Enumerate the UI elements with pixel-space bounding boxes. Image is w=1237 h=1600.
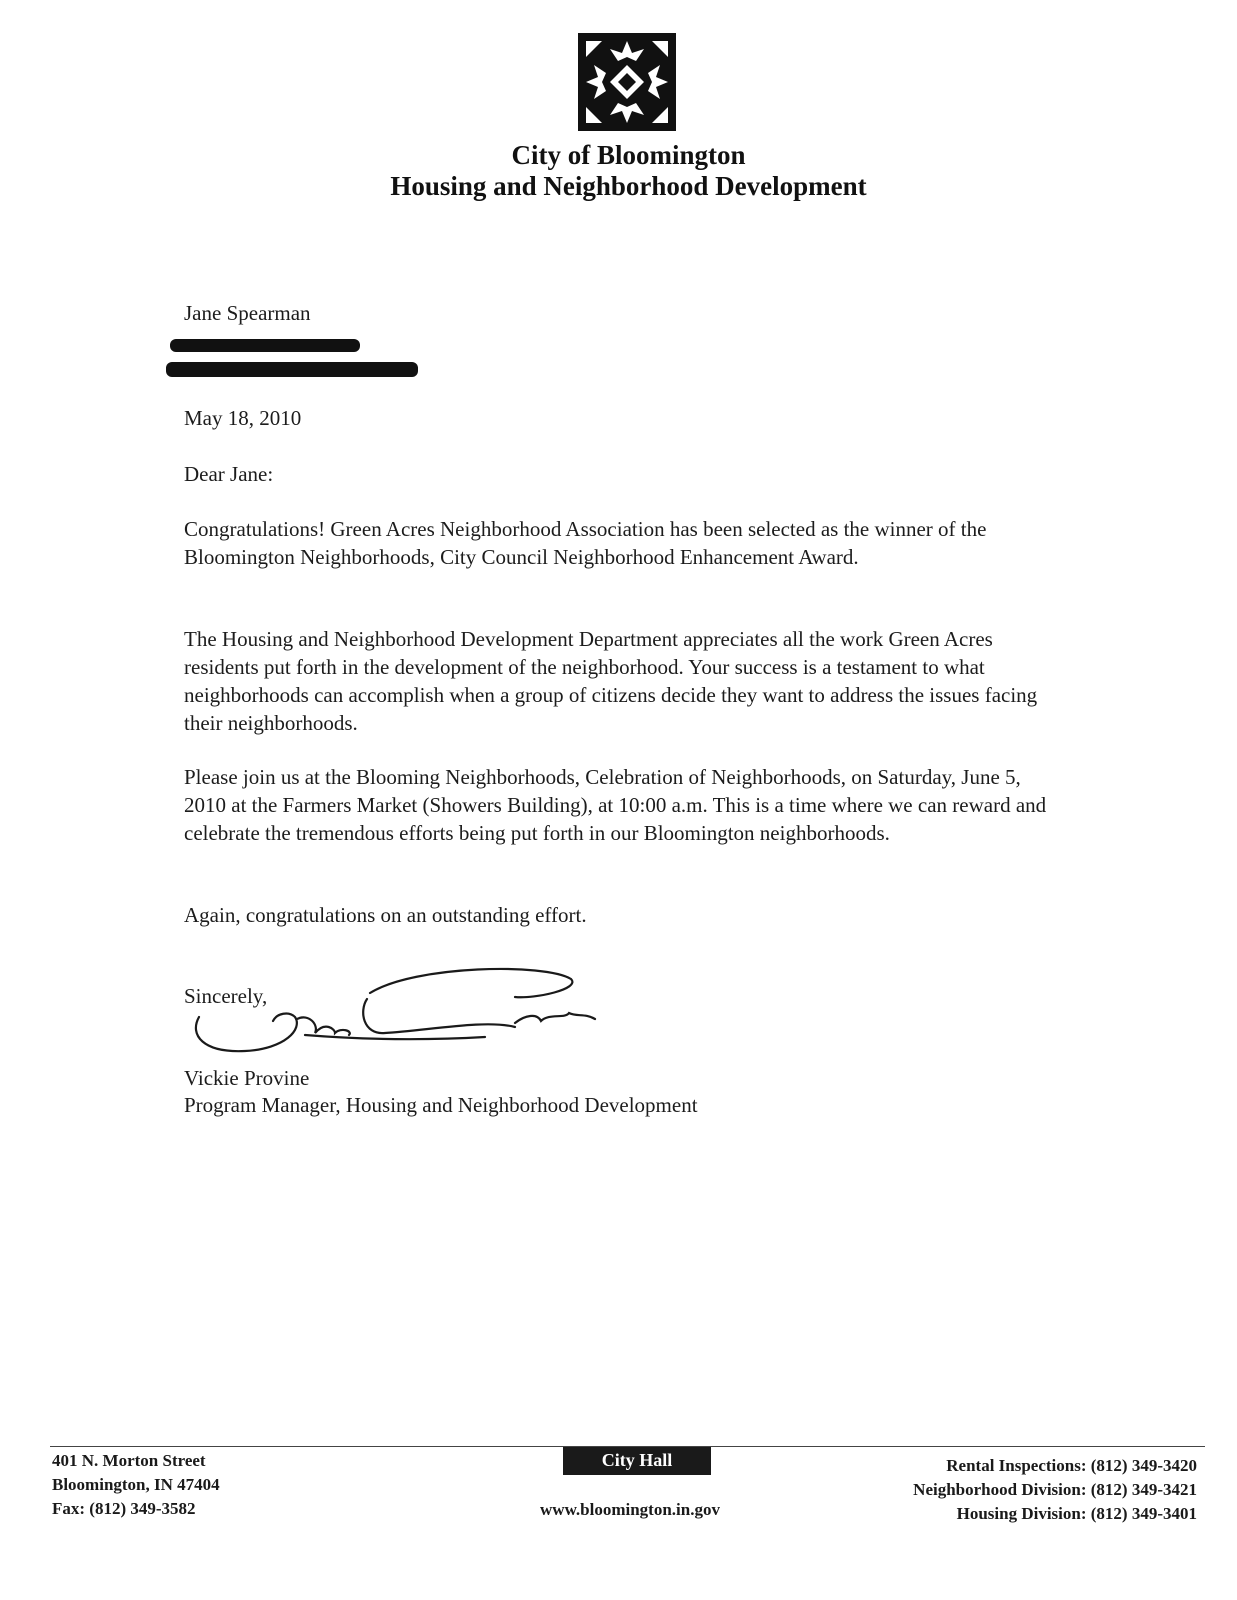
- footer-phone-numbers: [913, 1454, 1197, 1526]
- letterhead-city: City of Bloomington: [511, 140, 746, 170]
- salutation: Dear Jane:: [184, 462, 274, 486]
- body-paragraph-2: The Housing and Neighborhood Development Department appreciates all the work Green Acres residents put forth in the development of the neighborhood. Your success is a testament to what neighborhoods can accomplish when a group of citizens decide they want to address the issues facing their neighborhoods.: [184, 627, 1038, 735]
- footer-housing-division: Housing Division: (812) 349-3401: [956, 1504, 1197, 1523]
- city-seal-logo: [578, 33, 676, 131]
- footer-city-state: Bloomington, IN 47404: [52, 1475, 220, 1494]
- redacted-address-line-2: [166, 362, 418, 377]
- letterhead-department: Housing and Neighborhood Development: [390, 171, 867, 201]
- closing: Sincerely,: [184, 984, 268, 1008]
- footer-address: [52, 1449, 220, 1521]
- footer-website: www.bloomington.in.gov: [540, 1500, 720, 1519]
- signer-name: Vickie Provine: [184, 1066, 310, 1090]
- footer-street: 401 N. Morton Street: [52, 1451, 206, 1470]
- letter-date: May 18, 2010: [184, 406, 302, 430]
- city-hall-badge: City Hall: [563, 1447, 711, 1475]
- footer-rental-inspections: Rental Inspections: (812) 349-3420: [946, 1456, 1197, 1475]
- footer-fax: Fax: (812) 349-3582: [52, 1499, 196, 1518]
- signer-title: Program Manager, Housing and Neighborhood Development: [184, 1093, 698, 1117]
- body-paragraph-1: Congratulations! Green Acres Neighborhood Association has been selected as the winner of the Bloomington Neighborhoods, City Council Neighborhood Enhancement Award.: [184, 517, 987, 569]
- footer-neighborhood-division: Neighborhood Division: (812) 349-3421: [913, 1480, 1197, 1499]
- handwritten-signature: [185, 955, 635, 1065]
- redacted-address-line-1: [170, 339, 360, 352]
- recipient-name: Jane Spearman: [184, 301, 311, 325]
- body-paragraph-4: Again, congratulations on an outstanding effort.: [184, 903, 587, 927]
- body-paragraph-3: Please join us at the Blooming Neighborhoods, Celebration of Neighborhoods, on Saturday, June 5, 2010 at the Farmers Market (Showers Building), at 10:00 a.m. This is a time where we can reward and celebrate the tremendous efforts being put forth in our Bloomington neighborhoods.: [184, 765, 1047, 845]
